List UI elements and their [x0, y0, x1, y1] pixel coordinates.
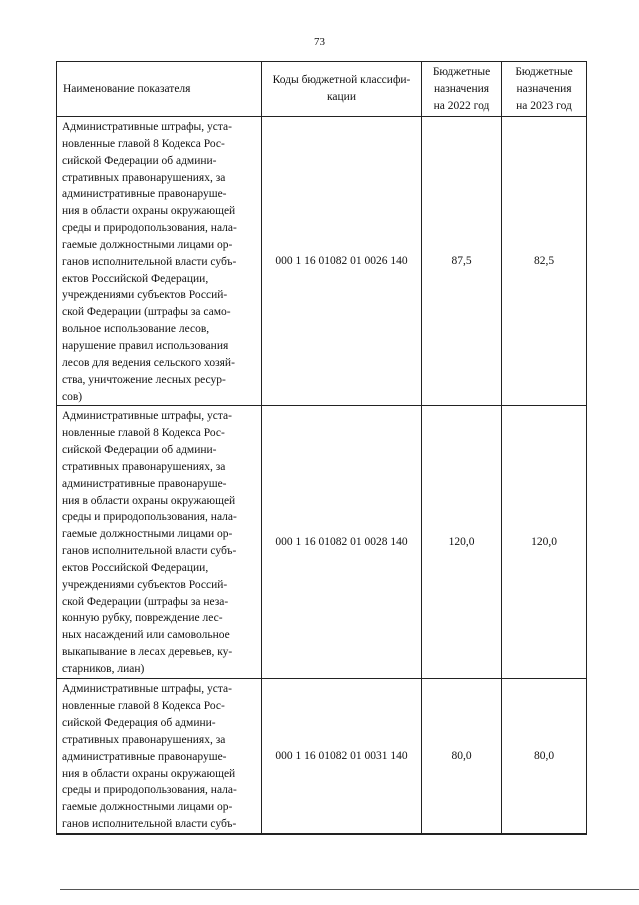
row-name-line: ектов Российской Федерации,: [62, 561, 209, 574]
row-name-line: ния в области охраны окружающей: [62, 205, 236, 218]
header-name: [57, 62, 262, 117]
table-row: [57, 117, 587, 406]
row-code: 000 1 16 01082 01 0028 140: [262, 406, 422, 679]
header-2022-line3: на 2022 год: [433, 99, 490, 112]
row-name-line: Административные штрафы, уста-: [62, 410, 232, 423]
header-code-line2: кации: [327, 91, 356, 103]
row-value-2023: 82,5: [502, 117, 587, 406]
row-name-line: ния в области охраны окружающей: [62, 494, 236, 507]
row-value-2022: 87,5: [422, 117, 502, 406]
budget-table: [56, 61, 587, 835]
row-name: [57, 406, 262, 679]
row-name: [57, 117, 262, 406]
row-name-line: среды и природопользования, нала-: [62, 222, 237, 235]
row-name-line: Административные штрафы, уста-: [62, 121, 232, 133]
row-name-line: гаемые должностными лицами ор-: [62, 801, 233, 814]
row-name-line: административные правонаруше-: [62, 750, 227, 763]
row-name-line: стративных правонарушениях, за: [62, 733, 226, 746]
row-name-line: выкапывание в лесах деревьев, ку-: [62, 646, 233, 659]
table-row: [57, 406, 587, 679]
row-name-line: сийской Федерации об админи-: [62, 154, 217, 167]
row-name-line: среды и природопользования, нала-: [62, 511, 237, 524]
row-value-2023: 120,0: [502, 406, 587, 679]
row-name-line: ных насаждений или самовольное: [62, 629, 230, 642]
row-name-line: конную рубку, повреждение лес-: [62, 612, 223, 625]
row-code: 000 1 16 01082 01 0026 140: [262, 117, 422, 406]
header-2022-line1: Бюджетные: [432, 65, 491, 78]
row-name-line: ния в области охраны окружающей: [62, 767, 236, 780]
row-name-line: сов): [62, 390, 83, 403]
row-name-line: ганов исполнительной власти субъ-: [62, 818, 237, 831]
row-name-line: сийской Федерация об админи-: [62, 717, 216, 730]
header-2023-line2: назначения: [516, 82, 572, 95]
row-name: [57, 679, 262, 834]
header-2022: [422, 62, 502, 117]
row-name-line: нарушение правил использования: [62, 339, 229, 352]
table-row: [57, 679, 587, 834]
row-name-line: административные правонаруше-: [62, 188, 227, 201]
row-code: 000 1 16 01082 01 0031 140: [262, 679, 422, 834]
row-name-line: стративных правонарушениях, за: [62, 171, 226, 184]
header-name-label: Наименование показателя: [63, 82, 191, 95]
row-name-line: новленные главой 8 Кодекса Рос-: [62, 137, 225, 150]
row-name-line: стративных правонарушениях, за: [62, 460, 226, 473]
row-name-line: учреждениями субъектов Россий-: [62, 578, 228, 591]
header-2023-line1: Бюджетные: [515, 65, 573, 78]
row-value-2022: 80,0: [422, 679, 502, 834]
header-2023-line3: на 2023 год: [516, 99, 572, 112]
row-name-line: ства, уничтожение лесных ресур-: [62, 373, 226, 386]
footer-rule: [60, 889, 639, 890]
row-name-line: ганов исполнительной власти субъ-: [62, 255, 237, 268]
row-name-line: сийской Федерации об админи-: [62, 444, 217, 457]
row-name-line: гаемые должностными лицами ор-: [62, 238, 233, 251]
row-name-line: гаемые должностными лицами ор-: [62, 528, 233, 541]
header-code-line1: Коды бюджетной классифи-: [272, 74, 411, 86]
row-value-2022: 120,0: [422, 406, 502, 679]
row-name-line: среды и природопользования, нала-: [62, 784, 237, 797]
row-name-line: административные правонаруше-: [62, 477, 227, 490]
row-name-line: ектов Российской Федерации,: [62, 272, 209, 285]
row-name-line: ганов исполнительной власти субъ-: [62, 545, 237, 558]
row-name-line: учреждениями субъектов Россий-: [62, 289, 228, 302]
row-name-line: Административные штрафы, уста-: [62, 683, 232, 696]
header-2022-line2: назначения: [433, 82, 490, 95]
row-value-2023: 80,0: [502, 679, 587, 834]
row-name-line: вольное использование лесов,: [62, 323, 210, 336]
table-header-row: [57, 62, 587, 117]
row-name-line: ской Федерации (штрафы за само-: [62, 306, 231, 319]
header-code: [262, 62, 422, 117]
row-name-line: старников, лиан): [62, 663, 145, 675]
row-name-line: ской Федерации (штрафы за неза-: [62, 595, 229, 608]
row-name-line: лесов для ведения сельского хозяй-: [62, 356, 235, 369]
header-2023: [502, 62, 587, 117]
page-number: 73: [314, 36, 325, 48]
row-name-line: новленные главой 8 Кодекса Рос-: [62, 427, 225, 440]
row-name-line: новленные главой 8 Кодекса Рос-: [62, 700, 225, 713]
